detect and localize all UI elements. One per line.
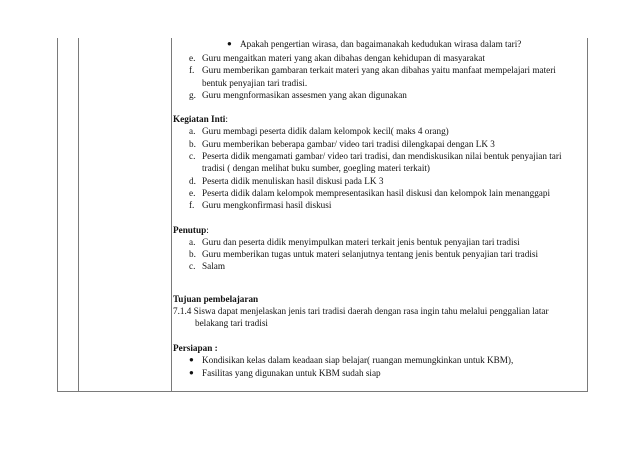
list-item xyxy=(173,367,585,380)
list-item xyxy=(173,64,585,76)
item-text: Guru memberikan gambaran terkait materi yang akan dibahas yaitu manfaat mempelajari materi xyxy=(202,65,556,76)
item-marker: e. xyxy=(189,53,196,63)
section-heading-tujuan: Tujuan pembelajaran xyxy=(173,293,259,304)
list-item xyxy=(173,236,585,248)
list-item xyxy=(173,248,585,260)
item-text: Salam xyxy=(202,261,225,272)
item-marker: c. xyxy=(189,261,196,272)
item-text: Guru mengkonfirmasi hasil diskusi xyxy=(202,200,332,211)
list-item xyxy=(173,138,585,150)
heading-suffix: : xyxy=(225,114,228,125)
list-item xyxy=(173,199,585,211)
section-heading-kegiatan-inti xyxy=(173,113,585,125)
lesson-plan-table xyxy=(57,38,588,392)
bullet-icon: ● xyxy=(189,367,194,377)
list-item xyxy=(173,150,585,162)
list-item xyxy=(173,175,585,187)
item-marker: e. xyxy=(189,187,196,198)
list-item xyxy=(173,125,585,137)
section-heading-penutup xyxy=(173,224,585,236)
bullet-icon: ● xyxy=(227,39,232,48)
list-item xyxy=(173,187,585,199)
bullet-icon: ● xyxy=(189,354,194,364)
item-marker: a. xyxy=(189,236,196,247)
item-text: Kondisikan kelas dalam keadaan siap belajar( ruangan memungkinkan untuk KBM), xyxy=(202,354,514,365)
item-text: Guru memberikan beberapa gambar/ video tari tradisi dilengkapai dengan LK 3 xyxy=(202,138,495,149)
item-text: Guru mengnformasikan assesmen yang akan digunakan xyxy=(202,89,407,100)
table-border-left xyxy=(57,38,58,391)
bullet-item-text: Apakah pengertian wirasa, dan bagaimanakah kedudukan wirasa dalam tari? xyxy=(240,39,522,49)
list-item xyxy=(173,52,585,64)
item-marker: b. xyxy=(189,249,196,260)
section-heading-persiapan: Persiapan : xyxy=(173,342,218,353)
item-marker: b. xyxy=(189,138,196,149)
tujuan-text-line: 7.1.4 Siswa dapat menjelaskan jenis tari tradisi daerah dengan rasa ingin tahu melalui penggalian latar xyxy=(173,306,549,317)
item-text: Peserta didik dalam kelompok mempresentasikan hasil diskusi dan kelompok lain menanggapi xyxy=(202,187,551,198)
item-marker: c. xyxy=(189,151,196,162)
activity-cell xyxy=(173,38,585,380)
tujuan-continuation-text: belakang tari tradisi xyxy=(195,318,268,329)
list-item xyxy=(173,260,585,272)
list-item xyxy=(173,354,585,367)
item-text: Guru dan peserta didik menyimpulkan materi terkait jenis bentuk penyajian tari tradisi xyxy=(202,236,520,247)
item-text-continuation: tradisi ( dengan melihat buku sumber, goegling materi terkait) xyxy=(202,163,430,174)
item-text: Guru mengaitkan materi yang akan dibahas dengan kehidupan di masyarakat xyxy=(202,53,485,63)
table-column-divider-1 xyxy=(78,38,79,391)
list-item xyxy=(173,89,585,101)
item-marker: g. xyxy=(189,89,196,100)
heading-suffix: : xyxy=(206,224,209,235)
table-column-divider-2 xyxy=(171,38,172,391)
item-marker: a. xyxy=(189,126,196,137)
item-text: Guru membagi peserta didik dalam kelompok kecil( maks 4 orang) xyxy=(202,126,449,137)
item-marker: f. xyxy=(189,200,195,211)
heading-text: Kegiatan Inti xyxy=(173,114,226,125)
item-text: Peserta didik menuliskan hasil diskusi pada LK 3 xyxy=(202,175,384,186)
item-marker: f. xyxy=(189,65,195,76)
item-text: Peserta didik mengamati gambar/ video tari tradisi, dan mendiskusikan nilai bentuk penyajian tari xyxy=(202,151,562,162)
item-text: Fasilitas yang digunakan untuk KBM sudah siap xyxy=(202,367,381,378)
item-text-continuation: bentuk penyajian tari tradisi. xyxy=(202,77,308,88)
item-marker: d. xyxy=(189,175,196,186)
tujuan-text-continuation xyxy=(173,317,585,329)
heading-text: Penutup xyxy=(173,224,207,235)
list-item-continuation xyxy=(173,77,585,89)
item-text: Guru memberikan tugas untuk materi selanjutnya tentang jenis bentuk penyajian tari tradisi xyxy=(202,249,539,260)
list-item-continuation xyxy=(173,162,585,174)
table-border-right xyxy=(587,38,588,391)
list-item xyxy=(173,38,585,52)
